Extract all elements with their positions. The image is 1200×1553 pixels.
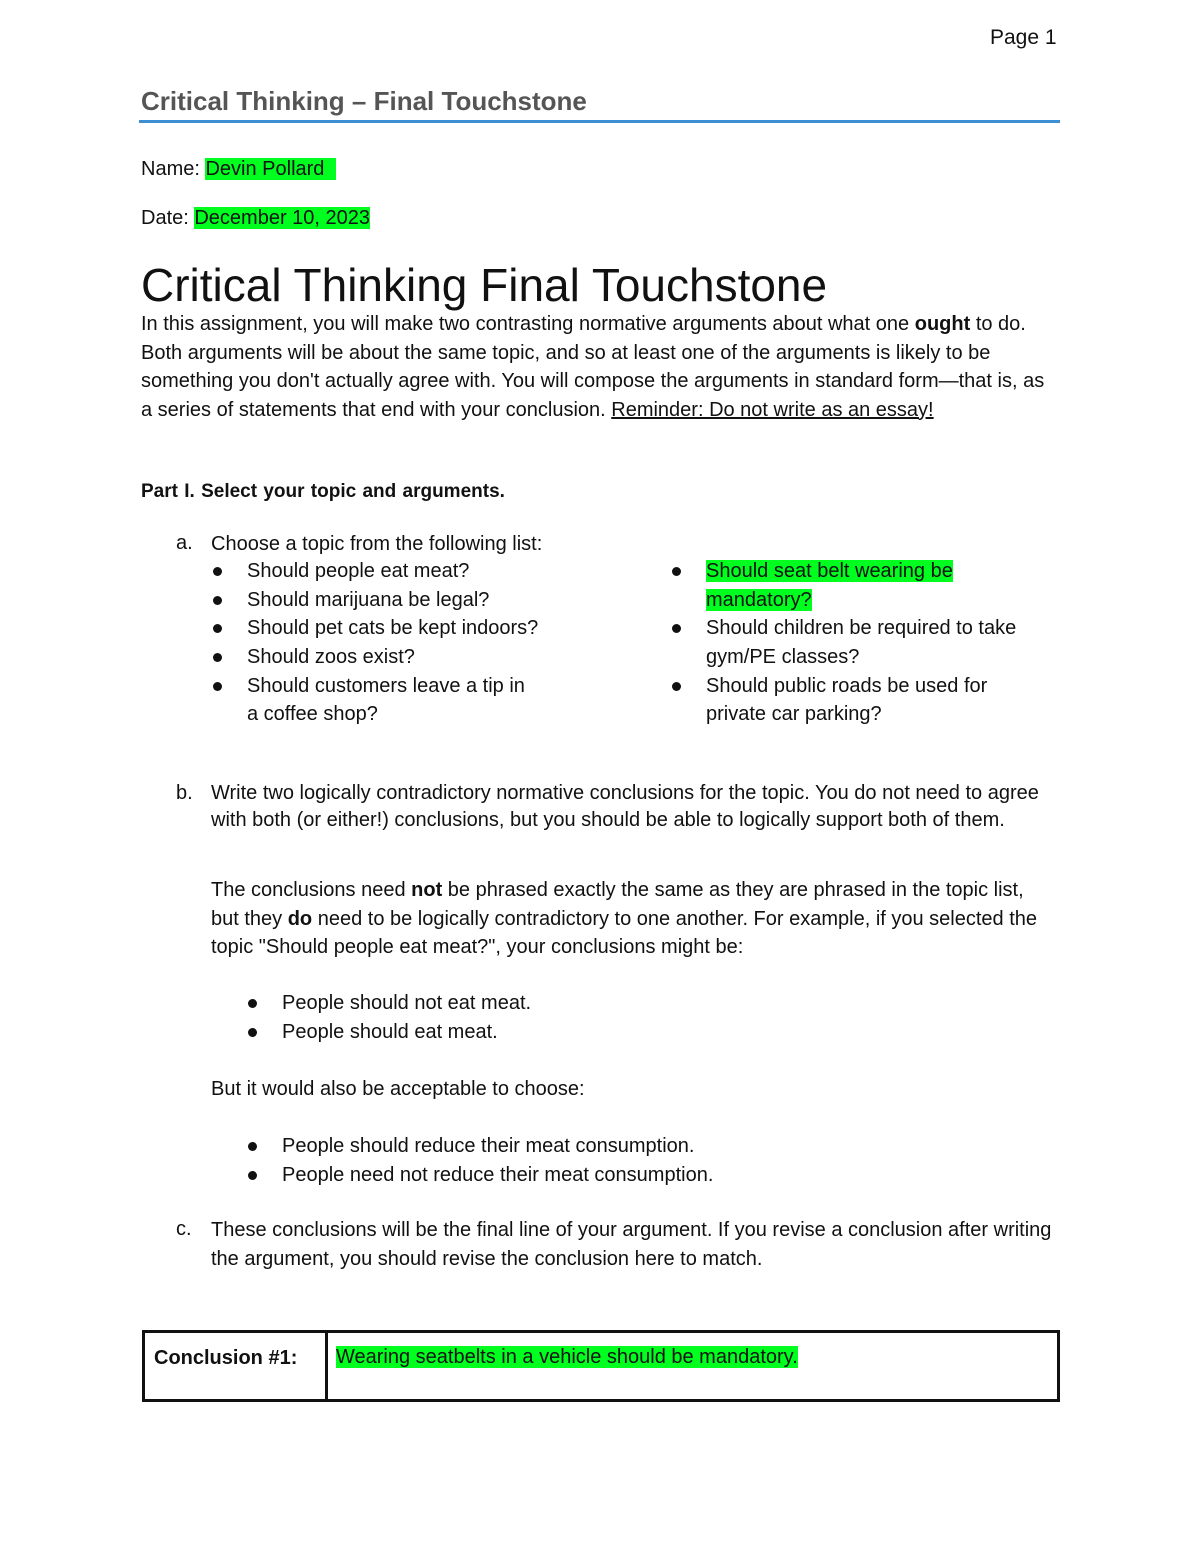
item-c-text: These conclusions will be the final line of your argument. If you revise a conclusion after writing the argument, you should revise the conclusion here to match. (211, 1219, 1052, 1270)
page-title: Critical Thinking Final Touchstone (141, 259, 828, 311)
example-a-item-text: People should not eat meat. (282, 992, 532, 1014)
topic-left-item (247, 672, 525, 729)
example-b-item-text: People need not reduce their meat consumption. (282, 1163, 714, 1186)
page-number: Page 1 (990, 26, 1057, 49)
bullet-icon (672, 682, 681, 691)
topic-left-item (247, 557, 469, 586)
p2-bold-do: do (287, 907, 313, 930)
topic-right-item (706, 557, 953, 614)
intro-reminder: Reminder: Do not write as an essay! (611, 398, 934, 421)
intro-text-1: In this assignment, you will make two contrasting normative arguments about what one (141, 313, 915, 335)
topic-right-item-text: mandatory? (706, 588, 812, 611)
topic-right-item-text: Should children be required to take (706, 617, 1017, 640)
p2-text-mid: be phrased exactly the same as they are phrased in the topic list, but they (211, 879, 1024, 930)
example-a-item-text: People should eat meat. (282, 1020, 498, 1043)
bullet-icon (672, 567, 681, 576)
conclusion-1-label-cell (144, 1332, 327, 1401)
example-a-item (282, 1018, 498, 1047)
header-divider (139, 120, 1060, 123)
bullet-icon (213, 567, 222, 576)
conclusion-1-value: Wearing seatbelts in a vehicle should be mandatory. (336, 1346, 798, 1368)
name-value: Devin Pollard (205, 158, 336, 180)
intro-paragraph (141, 310, 1051, 424)
topic-left-item-text: Should marijuana be legal? (247, 588, 490, 611)
date-field (141, 207, 370, 230)
p2-bold-not: not (411, 879, 443, 901)
example-a-item (282, 989, 531, 1018)
example-b-item (282, 1161, 713, 1190)
item-b-text: Write two logically contradictory normative conclusions for the topic. You do not need to agree with both (or either!) conclusions, but you should be able to logically support both of them. (211, 782, 1039, 831)
topic-right-item (706, 672, 987, 729)
item-c-letter: c. (176, 1218, 192, 1240)
item-b-paragraph-3: But it would also be acceptable to choose: (211, 1078, 585, 1100)
topic-left-item-text: Should people eat meat? (247, 560, 470, 582)
conclusion-1-value-cell[interactable] (327, 1332, 1059, 1401)
conclusion-1-label: Conclusion #1: (154, 1347, 298, 1369)
bullet-icon (213, 653, 222, 662)
part-heading: Part I. Select your topic and arguments. (141, 481, 505, 502)
topic-left-item (247, 614, 538, 643)
topic-left-item (247, 643, 415, 672)
topic-right-item (706, 614, 1016, 671)
topic-left-item (247, 586, 489, 615)
bullet-icon (248, 1028, 257, 1037)
p2-text-end: need to be logically contradictory to one another. For example, if you selected the topic "Should people eat meat?", your conclusions might be: (211, 907, 1038, 958)
item-b-letter: b. (176, 782, 193, 804)
name-field (141, 158, 336, 181)
example-b-item-text: People should reduce their meat consumption. (282, 1135, 695, 1157)
name-label: Name: (141, 158, 206, 180)
intro-bold-ought: ought (914, 313, 971, 335)
item-a-text: Choose a topic from the following list: (211, 533, 543, 555)
bullet-icon (248, 1142, 257, 1151)
header-title: Critical Thinking – Final Touchstone (141, 86, 587, 116)
conclusion-table (142, 1330, 1060, 1402)
topic-left-item-text: Should customers leave a tip in (247, 674, 525, 697)
topic-left-item-text: a coffee shop? (247, 703, 378, 726)
date-label: Date: (141, 207, 195, 229)
example-b-item (282, 1132, 694, 1161)
topic-right-item-text: private car parking? (706, 703, 882, 726)
topic-right-item-text: gym/PE classes? (706, 645, 860, 668)
item-b-paragraph-2 (211, 876, 1056, 962)
bullet-icon (213, 596, 222, 605)
topic-right-item-text: Should public roads be used for (706, 674, 988, 697)
topic-left-item-text: Should zoos exist? (247, 646, 415, 669)
date-value: December 10, 2023 (194, 207, 371, 229)
bullet-icon (248, 1171, 257, 1180)
topic-left-item-text: Should pet cats be kept indoors? (247, 617, 539, 640)
p2-text-start: The conclusions need (211, 879, 412, 901)
bullet-icon (672, 624, 681, 633)
item-a-letter: a. (176, 532, 193, 554)
bullet-icon (248, 999, 257, 1008)
bullet-icon (213, 624, 222, 633)
bullet-icon (213, 682, 222, 691)
intro-text-2: to do. Both arguments will be about the same topic, and so at least one of the arguments is likely to be something you don't actually agree with. You will compose the arguments in standard form—that is, as a series of statements that end with your conclusion. (141, 313, 1045, 421)
topic-right-item-text: Should seat belt wearing be (706, 560, 953, 582)
